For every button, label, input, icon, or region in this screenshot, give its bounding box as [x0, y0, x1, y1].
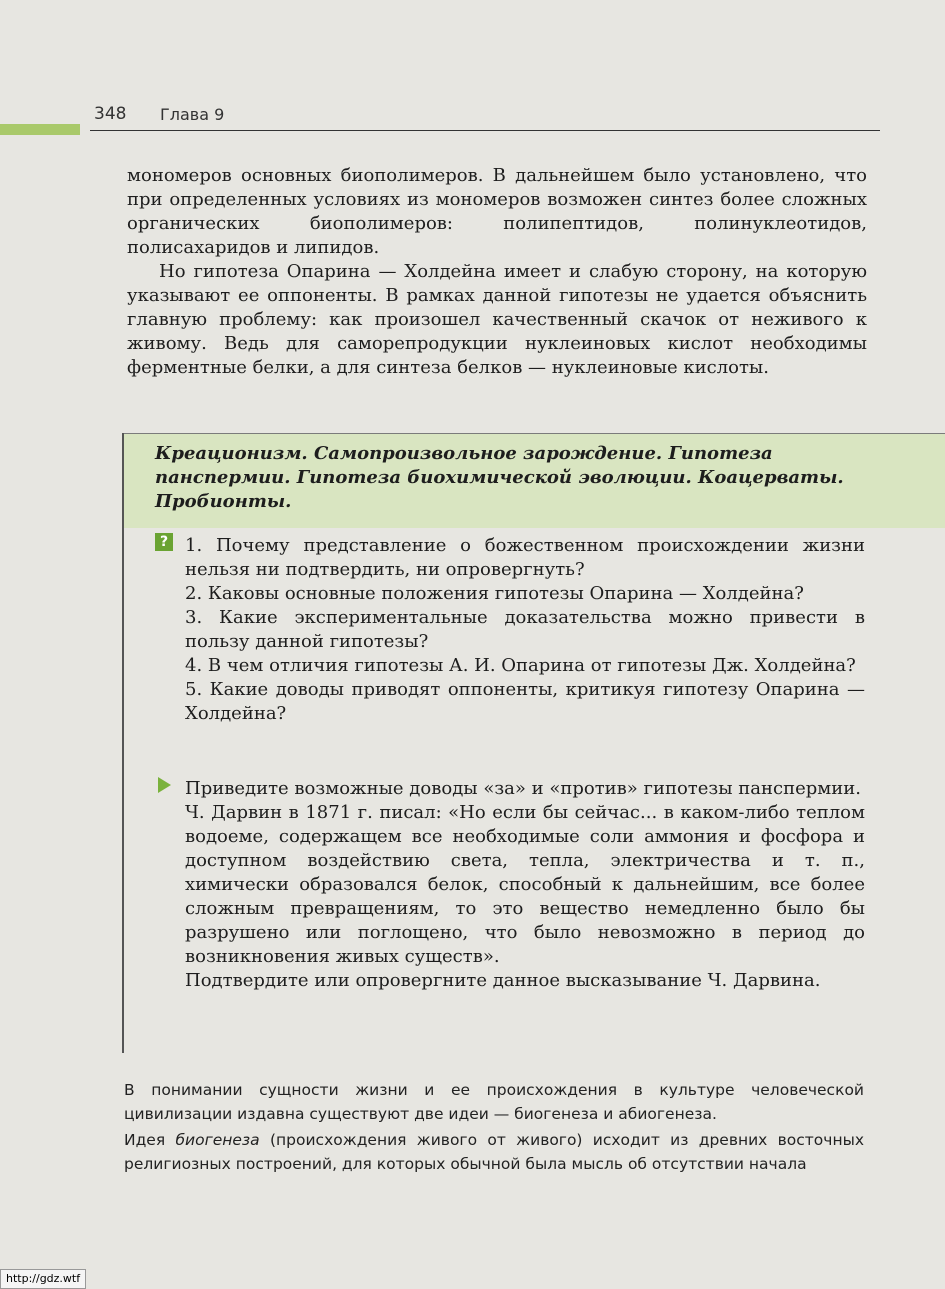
watermark-url[interactable]: http://gdz.wtf: [0, 1269, 86, 1289]
question-item: 4. В чем отличия гипотезы А. И. Опарина от гипотезы Дж. Холдейна?: [185, 655, 856, 676]
question-item: 1. Почему представление о божественном происхождении жизни нельзя ни подтвердить, ни опровергнуть?: [185, 535, 865, 580]
question-list: [185, 534, 865, 726]
bottom-paragraph-1: В понимании сущности жизни и ее происхождения в культуре человеческой цивилизации издавна существуют две идеи — биогенеза и абиогенеза.: [124, 1081, 864, 1123]
italic-term: биогенеза: [175, 1131, 260, 1149]
chapter-color-tab: [0, 124, 80, 135]
chapter-title: Глава 9: [160, 105, 225, 124]
question-item: 2. Каковы основные положения гипотезы Опарина — Холдейна?: [185, 583, 804, 604]
task-item: Подтвердите или опровергните данное высказывание Ч. Дарвина.: [185, 970, 821, 991]
task-arrow-icon: [158, 777, 171, 793]
bottom-paragraph-2: [124, 1128, 864, 1176]
page-header: [90, 104, 880, 131]
paragraph-2: Но гипотеза Опарина — Холдейна имеет и слабую сторону, на которую указывают ее оппоненты. В рамках данной гипотезы не удается объяснить главную проблему: как произошел качественный скачок от неживого к живому. Ведь для саморепродукции нуклеиновых кислот необходимы ферментные белки, а для синтеза белков — нуклеиновые кислоты.: [127, 261, 867, 378]
question-icon: ?: [155, 533, 173, 551]
page-number: 348: [94, 104, 127, 124]
key-terms: Креационизм. Самопроизвольное зарождение. Гипотеза панспермии. Гипотеза биохимической эволюции. Коацерваты. Пробионты.: [155, 443, 844, 512]
question-item: 5. Какие доводы приводят оппоненты, критикуя гипотезу Опарина — Холдейна?: [185, 679, 865, 724]
task-item: Приведите возможные доводы «за» и «против» гипотезы панспермии.: [185, 778, 861, 799]
question-item: 3. Какие экспериментальные доказательства можно привести в пользу данной гипотезы?: [185, 607, 865, 652]
paragraph-1: мономеров основных биополимеров. В дальнейшем было установлено, что при определенных условиях из мономеров возможен синтез более сложных органических биополимеров: полипептидов, полинуклеотидов, полисахаридов и липидов.: [127, 165, 867, 258]
text-run: Идея: [124, 1131, 176, 1149]
text-run: (происхождения живого от живого) исходит из древних восточных религиозных построений, для которых обычной была мысль об отсутствии начала: [124, 1131, 864, 1173]
task-block: [185, 777, 865, 993]
review-box-left-rule: [122, 433, 124, 1053]
darwin-quote: Ч. Дарвин в 1871 г. писал: «Но если бы сейчас... в каком-либо теплом водоеме, содержащем все необходимые соли аммония и фосфора и доступном воздействию света, тепла, электричества и т. п., химически образовался белок, способный к дальнейшим, все более сложным превращениям, то это вещество немедленно было бы разрушено или поглощено, что было невозможно в период до возникновения живых существ».: [185, 802, 865, 967]
